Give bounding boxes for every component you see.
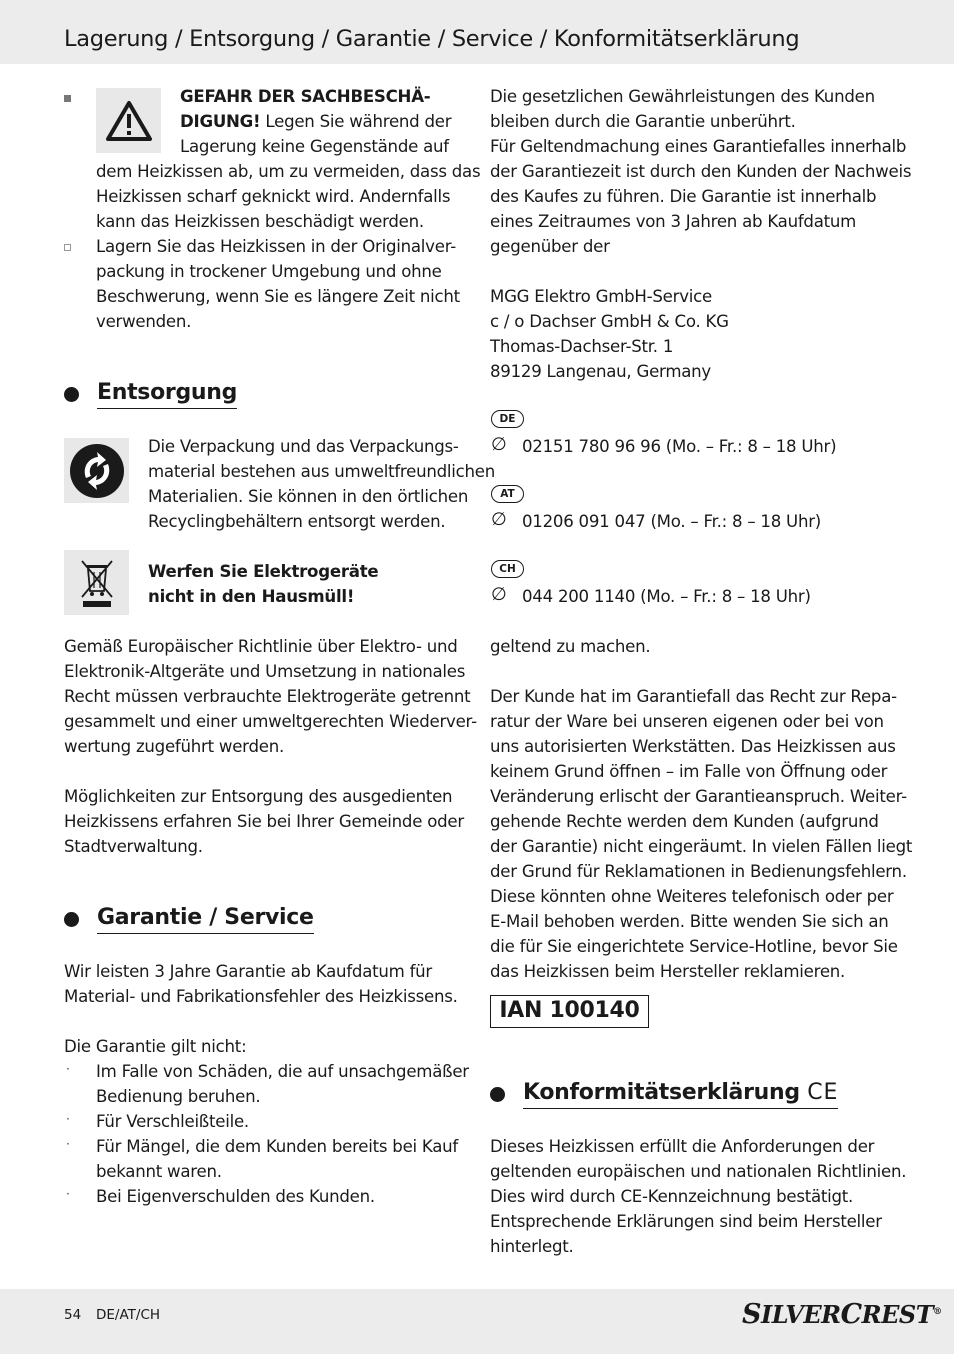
exclusion-item: bekannt waren. <box>96 1162 222 1181</box>
section-heading-konformitaet <box>490 1080 838 1109</box>
list-bullet <box>64 244 71 251</box>
warning-text: Lagerung keine Gegenstände auf <box>180 137 449 156</box>
legal-text: Für Geltendmachung eines Garantiefalles innerhalb <box>490 137 907 156</box>
header-bar <box>0 0 954 64</box>
storage-text: packung in trockener Umgebung und ohne <box>96 262 442 281</box>
conformity-text: hinterlegt. <box>490 1237 574 1256</box>
warning-text: Heizkissen scharf geknickt wird. Andernfalls <box>96 187 451 206</box>
apply-text: geltend zu machen. <box>490 637 651 656</box>
section-title: Entsorgung <box>97 380 237 409</box>
conformity-text: geltenden europäischen und nationalen Richtlinien. <box>490 1162 907 1181</box>
directive-text: Elektronik-Altgeräte und Umsetzung in nationales <box>64 662 466 681</box>
warranty-not-valid: Die Garantie gilt nicht: <box>64 1037 247 1056</box>
repair-text: uns autorisierten Werkstätten. Das Heizkissen aus <box>490 737 896 756</box>
service-address: 89129 Langenau, Germany <box>490 362 712 381</box>
page-title: Lagerung / Entsorgung / Garantie / Service / Konformitätserklärung <box>64 26 800 52</box>
service-address: c / o Dachser GmbH & Co. KG <box>490 312 729 331</box>
weee-warning: nicht in den Hausmüll! <box>148 587 355 606</box>
warning-icon <box>96 88 161 153</box>
packaging-text: Die Verpackung und das Verpackungs- <box>148 437 459 456</box>
legal-text: der Garantiezeit ist durch den Kunden der Nachweis <box>490 162 912 181</box>
repair-text: die für Sie eingerichtete Service-Hotline, bevor Sie <box>490 937 898 956</box>
heading-bullet <box>64 912 79 927</box>
repair-text: gehende Rechte werden dem Kunden (aufgrund <box>490 812 879 831</box>
disposal-options-text: Stadtverwaltung. <box>64 837 203 856</box>
list-bullet <box>64 95 71 102</box>
service-address: Thomas-Dachser-Str. 1 <box>490 337 674 356</box>
heading-bullet <box>490 1087 505 1102</box>
disposal-options-text: Heizkissens erfahren Sie bei Ihrer Gemeinde oder <box>64 812 464 831</box>
storage-text: Lagern Sie das Heizkissen in der Originalver- <box>96 237 456 256</box>
ce-mark-icon: CE <box>807 1080 839 1105</box>
hotline-number: 02151 780 96 96 (Mo. – Fr.: 8 – 18 Uhr) <box>522 437 837 456</box>
exclusion-item: Für Verschleißteile. <box>96 1112 249 1131</box>
phone-icon: ∅ <box>491 434 507 455</box>
conformity-text: Dieses Heizkissen erfüllt die Anforderungen der <box>490 1137 875 1156</box>
exclusion-item: Für Mängel, die dem Kunden bereits bei Kauf <box>96 1137 459 1156</box>
phone-icon: ∅ <box>491 509 507 530</box>
conformity-text: Dies wird durch CE-Kennzeichnung bestätigt. <box>490 1187 854 1206</box>
storage-text: verwenden. <box>96 312 192 331</box>
footer-bar <box>0 1289 954 1354</box>
directive-text: Recht müssen verbrauchte Elektrogeräte getrennt <box>64 687 471 706</box>
warning-title: GEFAHR DER SACHBESCHÄ- <box>180 87 431 106</box>
heading-bullet <box>64 387 79 402</box>
warning-text: kann das Heizkissen beschädigt werden. <box>96 212 424 231</box>
directive-text: gesammelt und einer umweltgerechten Wiederver- <box>64 712 477 731</box>
recycling-icon <box>64 438 129 503</box>
legal-text: Die gesetzlichen Gewährleistungen des Kunden <box>490 87 875 106</box>
legal-text: gegenüber der <box>490 237 610 256</box>
repair-text: das Heizkissen beim Hersteller reklamieren. <box>490 962 846 981</box>
section-title: Garantie / Service <box>97 905 314 934</box>
weee-warning: Werfen Sie Elektrogeräte <box>148 562 379 581</box>
packaging-text: Materialien. Sie können in den örtlichen <box>148 487 469 506</box>
warning-title-line2: DIGUNG! Legen Sie während der <box>180 112 452 131</box>
list-bullet: · <box>66 1112 70 1126</box>
region-code: DE/AT/CH <box>96 1307 161 1323</box>
repair-text: keinem Grund öffnen – im Falle von Öffnung oder <box>490 762 888 781</box>
warranty-intro: Wir leisten 3 Jahre Garantie ab Kaufdatum für <box>64 962 433 981</box>
legal-text: des Kaufes zu führen. Die Garantie ist innerhalb <box>490 187 877 206</box>
country-badge-de: DE <box>491 410 524 428</box>
ian-number-box: IAN 100140 <box>490 995 649 1028</box>
phone-icon: ∅ <box>491 584 507 605</box>
page-number: 54 <box>64 1307 82 1323</box>
repair-text: der Garantie) nicht eingeräumt. In vielen Fällen liegt <box>490 837 913 856</box>
conformity-text: Entsprechende Erklärungen sind beim Hersteller <box>490 1212 882 1231</box>
service-address: MGG Elektro GmbH-Service <box>490 287 712 306</box>
list-bullet: · <box>66 1062 70 1076</box>
repair-text: der Grund für Reklamationen in Bedienungsfehlern. <box>490 862 907 881</box>
repair-text: E-Mail behoben werden. Bitte wenden Sie sich an <box>490 912 889 931</box>
warning-text: dem Heizkissen ab, um zu vermeiden, dass das <box>96 162 481 181</box>
section-title: Konformitätserklärung CE <box>523 1080 838 1109</box>
legal-text: bleiben durch die Garantie unberührt. <box>490 112 796 131</box>
section-heading-entsorgung <box>64 380 237 409</box>
hotline-number: 01206 091 047 (Mo. – Fr.: 8 – 18 Uhr) <box>522 512 822 531</box>
disposal-options-text: Möglichkeiten zur Entsorgung des ausgedienten <box>64 787 453 806</box>
list-bullet: · <box>66 1187 70 1201</box>
weee-bin-icon <box>64 550 129 615</box>
directive-text: Gemäß Europäischer Richtlinie über Elektro- und <box>64 637 458 656</box>
list-bullet: · <box>66 1137 70 1151</box>
exclusion-item: Bei Eigenverschulden des Kunden. <box>96 1187 375 1206</box>
packaging-text: material bestehen aus umweltfreundlichen <box>148 462 496 481</box>
directive-text: wertung zugeführt werden. <box>64 737 284 756</box>
country-badge-ch: CH <box>491 560 524 578</box>
section-heading-garantie <box>64 905 314 934</box>
repair-text: Diese könnten ohne Weiteres telefonisch oder per <box>490 887 894 906</box>
hotline-number: 044 200 1140 (Mo. – Fr.: 8 – 18 Uhr) <box>522 587 811 606</box>
repair-text: Veränderung erlischt der Garantieanspruch. Weiter- <box>490 787 907 806</box>
country-badge-at: AT <box>491 485 524 503</box>
exclusion-item: Im Falle von Schäden, die auf unsachgemäßer <box>96 1062 469 1081</box>
exclusion-item: Bedienung beruhen. <box>96 1087 261 1106</box>
storage-text: Beschwerung, wenn Sie es längere Zeit nicht <box>96 287 460 306</box>
legal-text: eines Zeitraumes von 3 Jahren ab Kaufdatum <box>490 212 857 231</box>
warranty-intro: Material- und Fabrikationsfehler des Heizkissens. <box>64 987 458 1006</box>
brand-logo: SILVERCREST® <box>742 1299 942 1330</box>
repair-text: ratur der Ware bei unseren eigenen oder bei von <box>490 712 884 731</box>
repair-text: Der Kunde hat im Garantiefall das Recht zur Repa- <box>490 687 897 706</box>
packaging-text: Recyclingbehältern entsorgt werden. <box>148 512 446 531</box>
